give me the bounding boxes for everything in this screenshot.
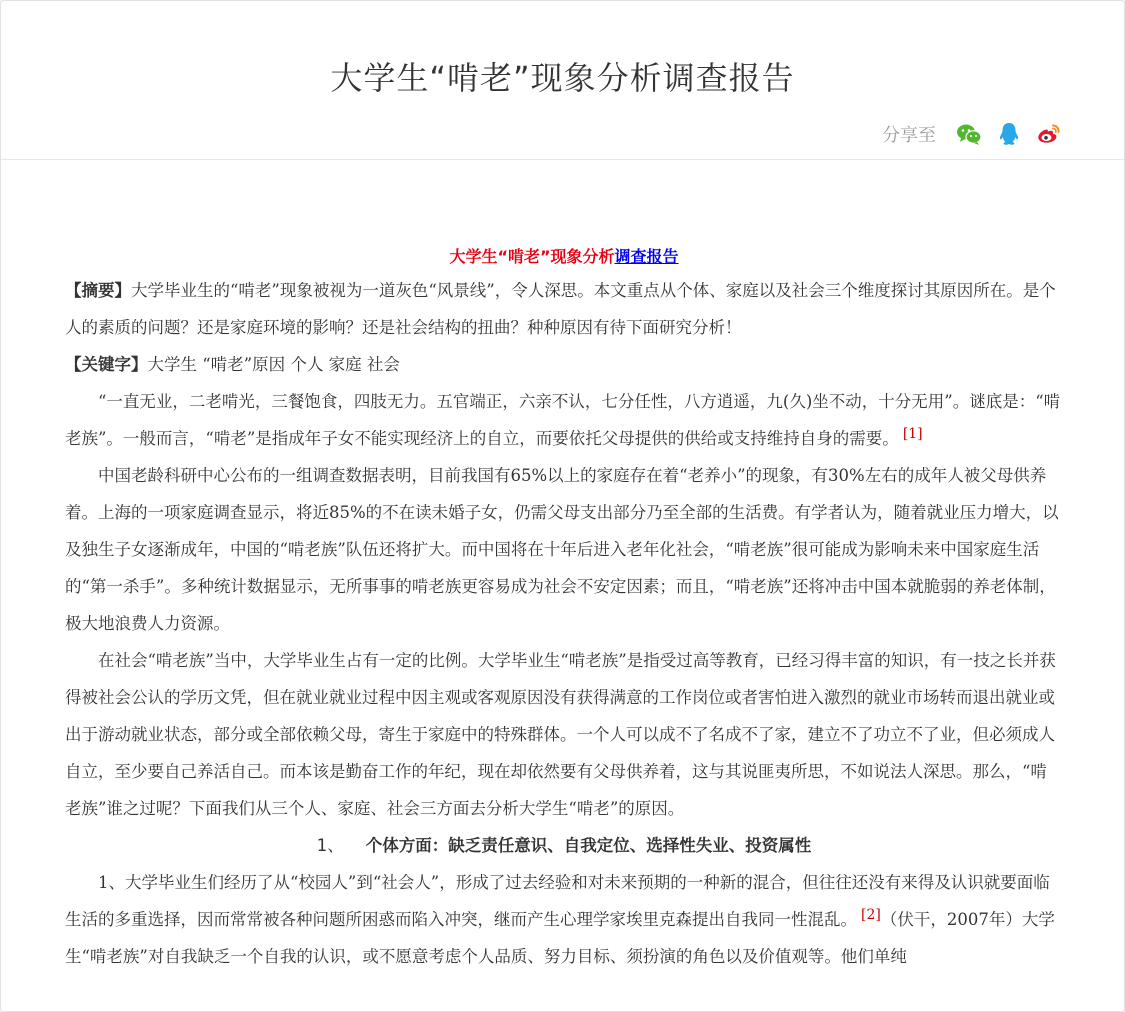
paragraph-4-text-b: （伏干，2007年）大学生“啃老族”对自我缺乏一个自我的认识，或不愿意考虑个人品质、努力目标、须扮演的角色以及价值观等。他们单纯 bbox=[65, 910, 1055, 966]
keywords-text: 大学生 “啃老”原因 个人 家庭 社会 bbox=[147, 355, 400, 374]
share-label: 分享至 bbox=[882, 125, 936, 146]
abstract-label: 【摘要】 bbox=[65, 281, 131, 300]
paragraph-3: 在社会“啃老族”当中，大学毕业生占有一定的比例。大学毕业生“啃老族”是指受过高等教育，已经习得丰富的知识，有一技之长并获得被社会公认的学历文凭，但在就业就业过程中因主观或客观原因没有获得满意的工作岗位或者害怕进入激烈的就业市场转而退出就业或出于游动就业状态，部分或全部依赖父母，寄生于家庭中的特殊群体。一个人可以成不了名成不了家，建立不了功立不了业，但必须成人自立，至少要自己养活自己。而本该是勤奋工作的年纪，现在却依然要有父母供养着，这与其说匪夷所思，不如说法人深思。那么，“啃老族”谁之过呢？下面我们从三个人、家庭、社会三方面去分析大学生“啃老”的原因。 bbox=[65, 651, 1056, 818]
article-body bbox=[65, 243, 1063, 975]
keywords-label: 【关键字】 bbox=[65, 355, 148, 374]
weibo-icon[interactable] bbox=[1036, 121, 1062, 147]
article-title-text: 大学生“啃老”现象分析 bbox=[449, 247, 615, 266]
paragraph-4 bbox=[65, 864, 1063, 975]
paragraph-2: 中国老龄科研中心公布的一组调查数据表明，目前我国有65%以上的家庭存在着“老养小”的现象，有30%左右的成年人被父母供养着。上海的一项家庭调查显示，将近85%的不在读未婚子女，仍需父母支出部分乃至全部的生活费。有学者认为，随着就业压力增大，以及独生子女逐渐成年，中国的“啃老族”队伍还将扩大。而中国将在十年后进入老年化社会，“啃老族”很可能成为影响未来中国家庭生活的“第一杀手”。多种统计数据显示，无所事事的啃老族更容易成为社会不安定因素；而且，“啃老族”还将冲击中国本就脆弱的养老体制，极大地浪费人力资源。 bbox=[65, 466, 1059, 633]
section-title: 个体方面：缺乏责任意识、自我定位、选择性失业、投资属性 bbox=[365, 836, 812, 855]
section-number: 1、 bbox=[316, 836, 344, 855]
paragraph-1-text: “一直无业，二老啃光，三餐饱食，四肢无力。五官端正，六亲不认，七分任性，八方逍遥，九(久)坐不动，十分无用”。谜底是：“啃老族”。一般而言，“啃老”是指成年子女不能实现经济上的自立，而要依托父母提供的供给或支持维持自身的需要。 bbox=[65, 392, 1061, 448]
abstract-text: 大学毕业生的“啃老”现象被视为一道灰色“风景线”，令人深思。本文重点从个体、家庭以及社会三个维度探讨其原因所在。是个人的素质的问题？还是家庭环境的影响？还是社会结构的扭曲？种种原因有待下面研究分析！ bbox=[65, 281, 1056, 337]
wechat-icon[interactable] bbox=[956, 121, 982, 147]
article-header bbox=[1, 1, 1124, 160]
keywords-paragraph bbox=[65, 346, 1063, 383]
article-title bbox=[65, 243, 1063, 270]
footnote-ref-1[interactable]: [1] bbox=[902, 426, 923, 442]
abstract-paragraph bbox=[65, 272, 1063, 346]
paragraph-1 bbox=[65, 383, 1063, 457]
report-link[interactable]: 调查报告 bbox=[614, 247, 679, 266]
page-title: 大学生“啃老”现象分析调查报告 bbox=[330, 59, 795, 97]
paragraph-4-text-a: 1、大学毕业生们经历了从“校园人”到“社会人”，形成了过去经验和对未来预期的一种新的混合，但往往还没有来得及认识就要面临生活的多重选择，因而常常被各种问题所困惑而陷入冲突，继而产生心理学家埃里克森提出自我同一性混乱。 bbox=[65, 873, 1050, 929]
share-bar bbox=[882, 121, 1062, 147]
footnote-ref-2[interactable]: [2] bbox=[861, 907, 881, 923]
section-heading-1 bbox=[65, 827, 1063, 864]
qq-icon[interactable] bbox=[996, 121, 1022, 147]
